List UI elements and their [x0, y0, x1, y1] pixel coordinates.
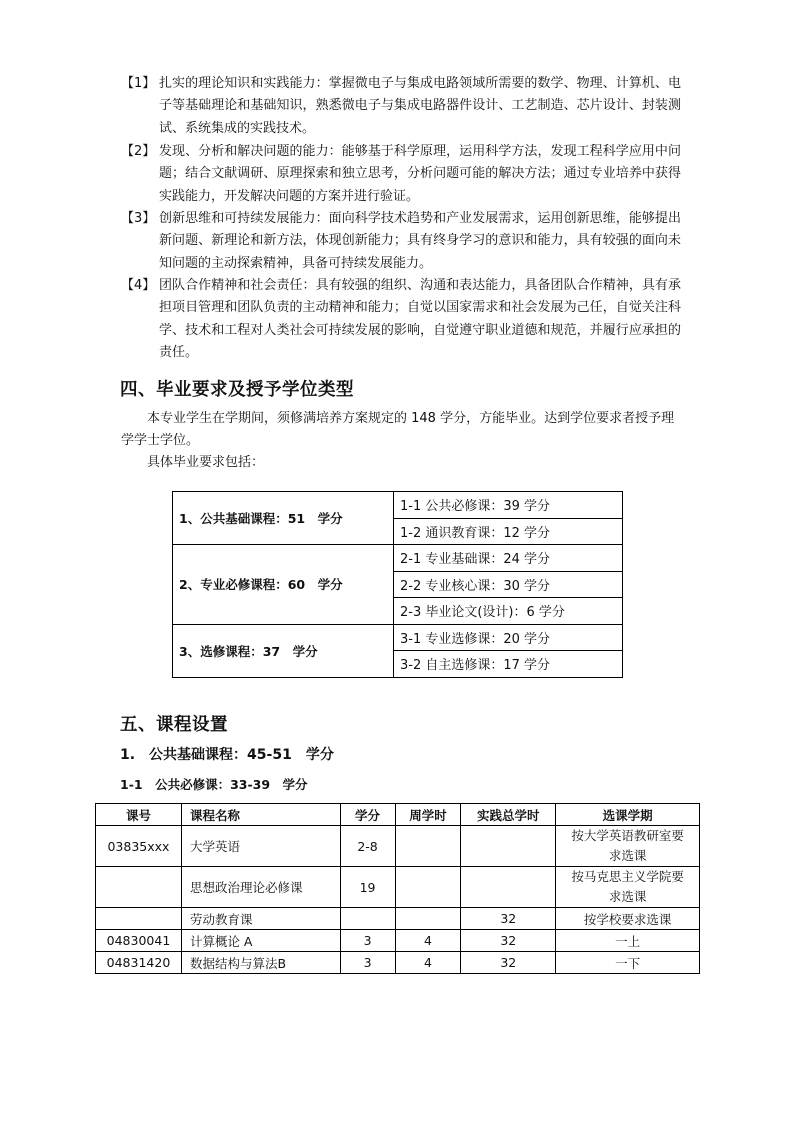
- header-credits: 学分: [340, 804, 395, 826]
- subcategory-cell: 2-3 毕业论文(设计)：6 学分: [394, 598, 623, 625]
- practice-hours-cell: 32: [461, 930, 556, 952]
- objective-number: 【1】: [121, 76, 156, 91]
- objective-text: 创新思维和可持续发展能力：面向科学技术趋势和产业发展需求，运用创新思维，能够提出新问题、新理论和新方法，体现创新能力；具有终身学习的意识和能力，具有较强的面向未知问题的主动探索精神，具备可持续发展能力。: [159, 211, 681, 271]
- course-id-cell: [96, 908, 182, 930]
- credits-cell: 3: [340, 952, 395, 974]
- table-row: [96, 826, 700, 867]
- course-id-cell: 04830041: [96, 930, 182, 952]
- subsection-public-basic: 1. 公共基础课程：45-51 学分: [120, 747, 334, 763]
- practice-hours-cell: [461, 867, 556, 908]
- semester-cell: 按大学英语教研室要求选课: [556, 826, 700, 867]
- graduation-requirements-table: [172, 491, 623, 678]
- weekly-hours-cell: [395, 826, 461, 867]
- semester-cell: 按学校要求选课: [556, 908, 700, 930]
- semester-cell: 一上: [556, 930, 700, 952]
- course-name-cell: 数据结构与算法B: [181, 952, 340, 974]
- weekly-hours-cell: 4: [395, 952, 461, 974]
- course-name-cell: 计算概论 A: [181, 930, 340, 952]
- table-row: [96, 930, 700, 952]
- table-row: [96, 908, 700, 930]
- header-course-id: 课号: [96, 804, 182, 826]
- semester-cell: 按马克思主义学院要求选课: [556, 867, 700, 908]
- category-major-required: 2、专业必修课程：60 学分: [173, 545, 394, 625]
- credits-cell: [340, 908, 395, 930]
- objective-text: 团队合作精神和社会责任：具有较强的组织、沟通和表达能力，具备团队合作精神，具有承担项目管理和团队负责的主动精神和能力；自觉以国家需求和社会发展为己任，自觉关注科学、技术和工程对人类社会可持续发展的影响，自觉遵守职业道德和规范，并履行应承担的责任。: [159, 278, 681, 360]
- practice-hours-cell: [461, 826, 556, 867]
- objective-number: 【4】: [121, 278, 156, 293]
- credits-cell: 19: [340, 867, 395, 908]
- course-name-cell: 劳动教育课: [181, 908, 340, 930]
- subcategory-cell: 3-2 自主选修课：17 学分: [394, 651, 623, 678]
- course-id-cell: [96, 867, 182, 908]
- objective-4: [121, 275, 681, 364]
- table-row: [173, 545, 623, 572]
- subcategory-cell: 3-1 专业选修课：20 学分: [394, 624, 623, 651]
- course-id-cell: 03835xxx: [96, 826, 182, 867]
- weekly-hours-cell: 4: [395, 930, 461, 952]
- objective-number: 【2】: [121, 144, 156, 159]
- subcategory-cell: 2-1 专业基础课：24 学分: [394, 545, 623, 572]
- course-name-cell: 思想政治理论必修课: [181, 867, 340, 908]
- header-semester: 选课学期: [556, 804, 700, 826]
- header-course-name: 课程名称: [181, 804, 340, 826]
- course-name-cell: 大学英语: [181, 826, 340, 867]
- objective-2: [121, 141, 681, 208]
- category-public-basic: 1、公共基础课程：51 学分: [173, 492, 394, 545]
- section-5-heading: 五、课程设置: [120, 715, 228, 735]
- weekly-hours-cell: [395, 867, 461, 908]
- header-weekly-hours: 周学时: [395, 804, 461, 826]
- table-header-row: [96, 804, 700, 826]
- subcategory-cell: 2-2 专业核心课：30 学分: [394, 571, 623, 598]
- weekly-hours-cell: [395, 908, 461, 930]
- objective-1: [121, 73, 681, 140]
- graduation-paragraph: 本专业学生在学期间，须修满培养方案规定的 148 学分，方能毕业。达到学位要求者授予理学学士学位。: [121, 411, 675, 448]
- objective-3: [121, 208, 681, 275]
- subcategory-cell: 1-2 通识教育课：12 学分: [394, 518, 623, 545]
- subsection-public-required: 1-1 公共必修课：33-39 学分: [120, 777, 308, 792]
- semester-cell: 一下: [556, 952, 700, 974]
- course-id-cell: 04831420: [96, 952, 182, 974]
- course-table: [95, 803, 700, 974]
- table-row: [96, 952, 700, 974]
- category-elective: 3、选修课程：37 学分: [173, 624, 394, 677]
- credits-cell: 3: [340, 930, 395, 952]
- objective-text: 发现、分析和解决问题的能力：能够基于科学原理，运用科学方法，发现工程科学应用中问题；结合文献调研、原理探索和独立思考，分析问题可能的解决方法；通过专业培养中获得实践能力，开发解决问题的方案并进行验证。: [159, 144, 681, 204]
- objective-text: 扎实的理论知识和实践能力：掌握微电子与集成电路领域所需要的数学、物理、计算机、电子等基础理论和基础知识，熟悉微电子与集成电路器件设计、工艺制造、芯片设计、封装测试、系统集成的实践技术。: [159, 76, 681, 136]
- table-row: [173, 492, 623, 519]
- header-practice-hours: 实践总学时: [461, 804, 556, 826]
- table-row: [96, 867, 700, 908]
- section-4-heading: 四、毕业要求及授予学位类型: [120, 380, 354, 400]
- table-row: [173, 624, 623, 651]
- requirements-intro: 具体毕业要求包括：: [147, 455, 265, 470]
- subcategory-cell: 1-1 公共必修课：39 学分: [394, 492, 623, 519]
- practice-hours-cell: 32: [461, 908, 556, 930]
- credits-cell: 2-8: [340, 826, 395, 867]
- practice-hours-cell: 32: [461, 952, 556, 974]
- objective-number: 【3】: [121, 211, 156, 226]
